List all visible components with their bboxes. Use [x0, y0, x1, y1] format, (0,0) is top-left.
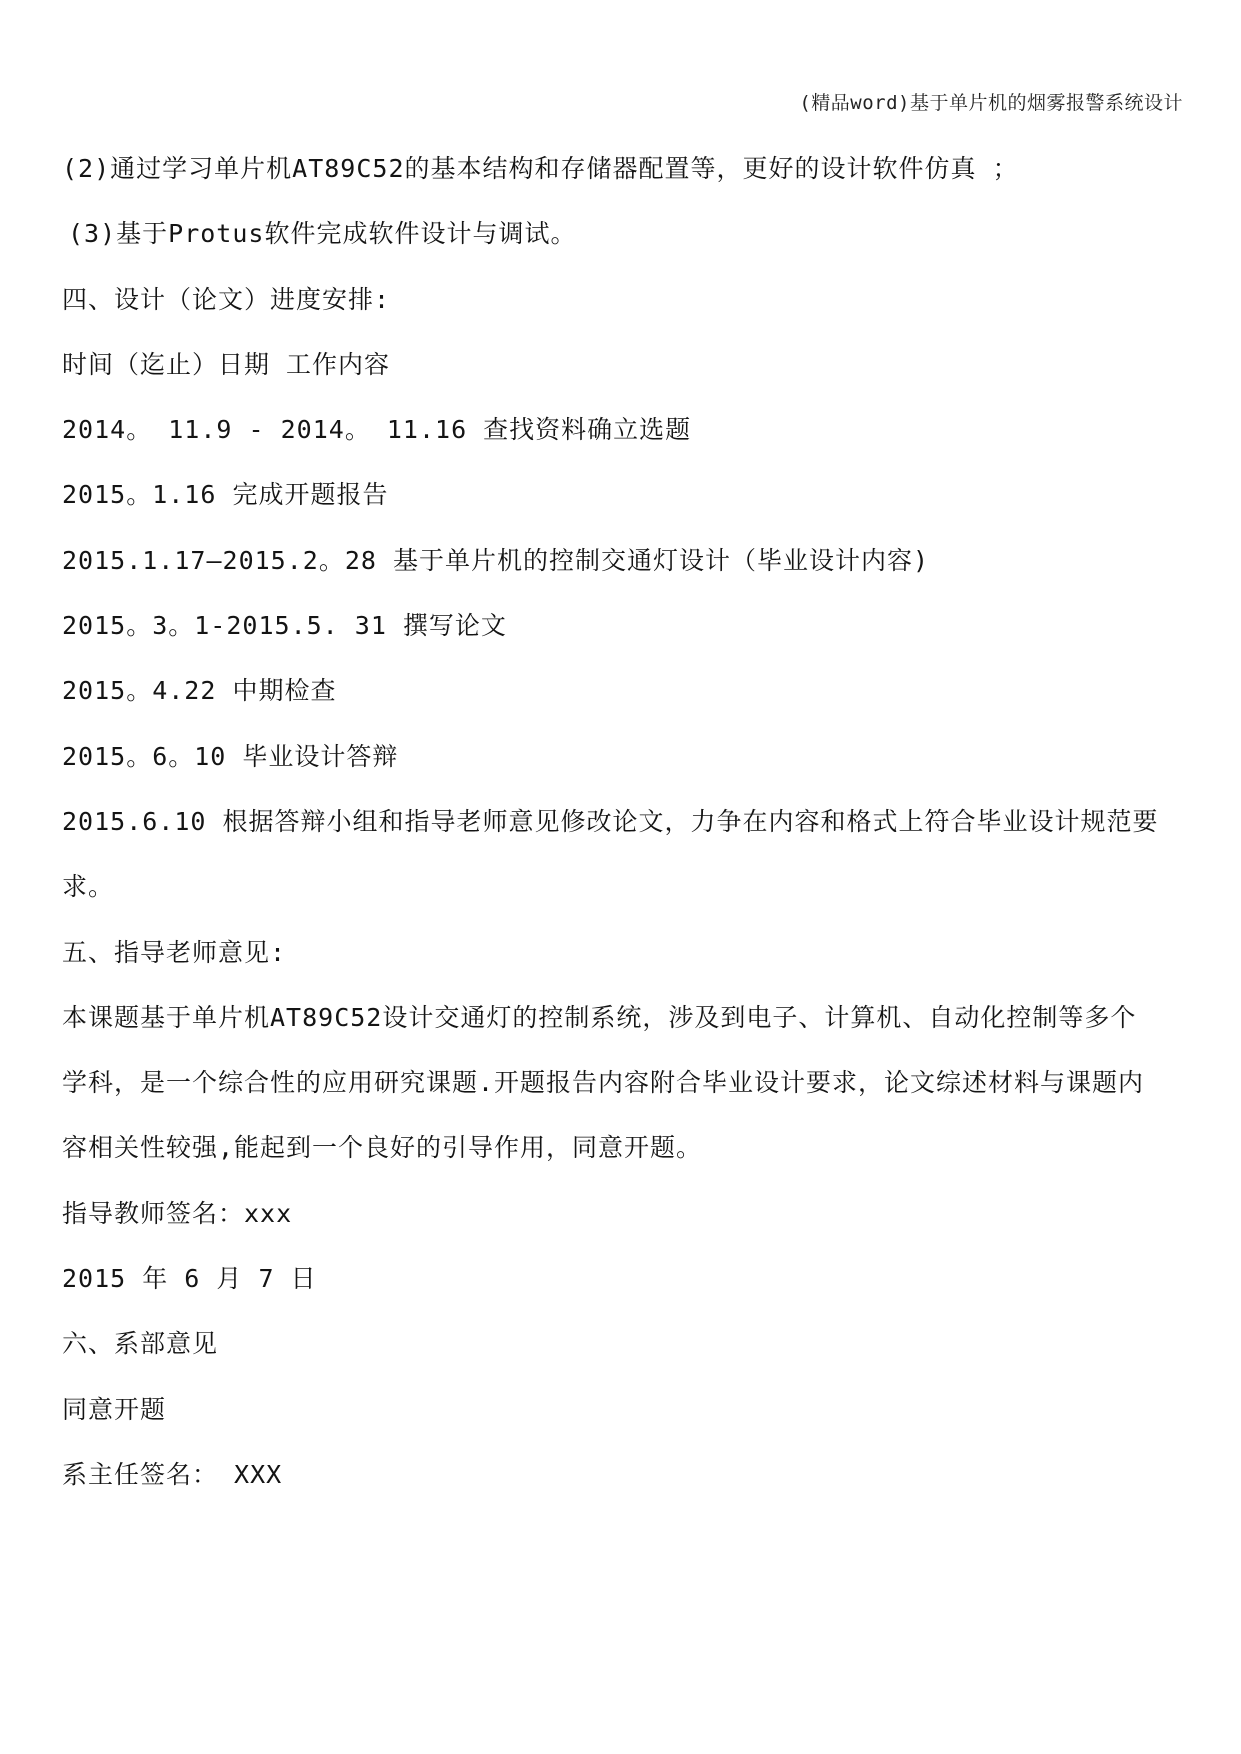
schedule-row: 2015。1.16 完成开题报告	[62, 480, 389, 510]
advisor-signature: 指导教师签名：xxx	[62, 1198, 293, 1228]
schedule-row: 2014。 11.9 - 2014。 11.16 查找资料确立选题	[62, 415, 692, 445]
section-heading-department-opinion: 六、系部意见	[62, 1329, 219, 1359]
department-opinion-text: 同意开题	[62, 1394, 167, 1424]
department-head-signature: 系主任签名： XXX	[62, 1459, 283, 1489]
schedule-row: 2015。4.22 中期检查	[62, 676, 337, 706]
section-heading-schedule: 四、设计（论文）进度安排:	[62, 284, 391, 314]
advisor-signature-date: 2015 年 6 月 7 日	[62, 1264, 317, 1294]
schedule-row: 2015。3。1-2015.5. 31 撰写论文	[62, 611, 507, 641]
running-header: (精品word)基于单片机的烟雾报警系统设计	[799, 92, 1183, 114]
advisor-opinion-text: 容相关性较强,能起到一个良好的引导作用，同意开题。	[62, 1133, 703, 1163]
section-heading-advisor-opinion: 五、指导老师意见:	[62, 937, 287, 967]
schedule-header: 时间（迄止）日期 工作内容	[62, 349, 391, 379]
advisor-opinion-text: 学科，是一个综合性的应用研究课题.开题报告内容附合毕业设计要求，论文综述材料与课题内	[62, 1068, 1145, 1098]
document-body	[62, 136, 1182, 1507]
advisor-opinion-text: 本课题基于单片机AT89C52设计交通灯的控制系统，涉及到电子、计算机、自动化控制等多个	[62, 1002, 1137, 1032]
schedule-row: 2015。6。10 毕业设计答辩	[62, 741, 399, 771]
objective-item-2: (2)通过学习单片机AT89C52的基本结构和存储器配置等，更好的设计软件仿真 ；	[62, 154, 1019, 183]
schedule-row: 2015.6.10 根据答辩小组和指导老师意见修改论文，力争在内容和格式上符合毕业设计规范要	[62, 806, 1159, 836]
schedule-row-continuation: 求。	[62, 872, 115, 902]
objective-item-3: (3)基于Protus软件完成软件设计与调试。	[68, 219, 577, 249]
schedule-row: 2015.1.17—2015.2。28 基于单片机的控制交通灯设计（毕业设计内容)	[62, 545, 930, 575]
